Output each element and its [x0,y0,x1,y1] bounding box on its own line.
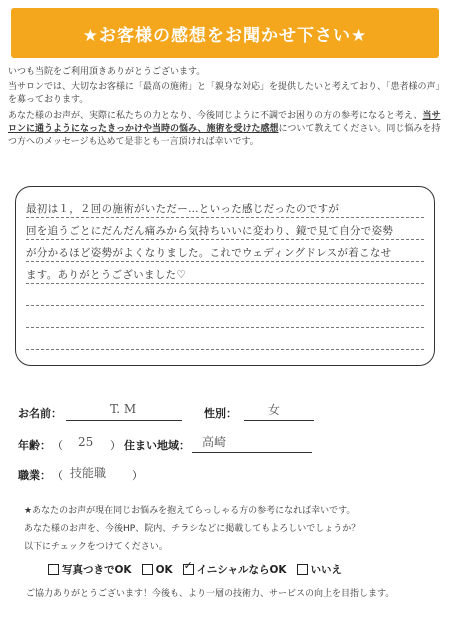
intro-request: あなた様のお声が、実際に私たちの力となり、今後同じように不調でお困りの方の参考になると考え、当サロンに通うようになったきっかけや当時の悩み、施術を受けた感想について教えてください。同じ悩みを持つ方へのメッセージも込めて是非とも一言頂ければ幸いです。 [8,110,441,148]
intro-request-emphasis: 当サロンに通うようになったきっかけや当時の悩み、施術を受けた感想 [8,110,441,134]
ruled-line [26,305,424,306]
message-line-3: が分かるほど姿勢がよくなりました。これでウェディングドレスが着こなせ [26,247,392,259]
job-value[interactable]: 技能職 [70,466,107,480]
ruled-line [26,349,424,350]
option-ok[interactable]: OK [142,564,173,576]
message-line-4: ます。ありがとうございました♡ [26,269,187,281]
age-open-paren: （ [52,439,63,452]
address-value[interactable]: 高崎 [202,435,227,449]
option-initials-ok[interactable]: ✓ イニシャルならOK [183,562,287,577]
note-permission: あなた様のお声を、今後HP、院内、チラシなどに掲載してもよろしいでしょうか？ [24,524,361,534]
option-photo-ok[interactable]: 写真つきでOK [48,562,132,577]
page-title: ★お客様の感想をお聞かせ下さい★ [82,25,368,46]
ruled-line [26,239,424,240]
checkbox[interactable] [142,564,153,575]
name-label: お名前： [18,407,62,420]
message-line-1: 最初は１，２回の施術がいただー…といった感じだったのですが [26,203,340,215]
job-open-paren: （ [52,469,63,482]
intro-text [8,66,444,151]
name-value[interactable]: T. M [110,402,137,416]
permission-options [48,562,428,577]
option-no[interactable]: いいえ [297,562,343,577]
message-line-2: 回を追うごとにだんだん痛みから気持ちいいに変わり、鏡で見て自分で姿勢 [26,225,394,237]
ruled-line [26,327,424,328]
age-close-paren: ） [110,439,121,452]
checkbox[interactable] [48,564,59,575]
gender-label: 性別： [204,407,237,420]
job-label: 職業： [18,469,51,482]
message-box [15,186,435,366]
checkbox[interactable] [297,564,308,575]
intro-greeting: いつも当院をご利用頂きありがとうございます。 [8,67,206,77]
job-close-paren: ） [132,469,143,482]
gender-value[interactable]: 女 [268,403,281,417]
address-underline [192,452,312,453]
address-label: 住まい地域： [124,439,190,452]
note-hope: ★あなたのお声が現在同じお悩みを抱えてらっしゃる方の参考になれば幸いです。 [24,506,356,516]
gender-underline [244,420,314,421]
ruled-line [26,217,424,218]
ruled-line [26,261,424,262]
ruled-line [26,283,424,284]
checkbox-checked[interactable] [183,564,194,575]
title-banner [11,8,439,58]
thanks-message: ご協力ありがとうございます！今後も、より一層の技術力、サービスの向上を目指します。 [26,589,395,599]
age-value[interactable]: 25 [78,435,94,449]
note-instruction: 以下にチェックをつけてください。 [24,542,168,552]
name-underline [66,420,182,421]
age-label: 年齢： [18,439,51,452]
intro-purpose: 当サロンでは、大切なお客様に「最高の施術」と「親身な対応」を提供したいと考えており、「患者様の声」を募っております。 [8,82,441,106]
